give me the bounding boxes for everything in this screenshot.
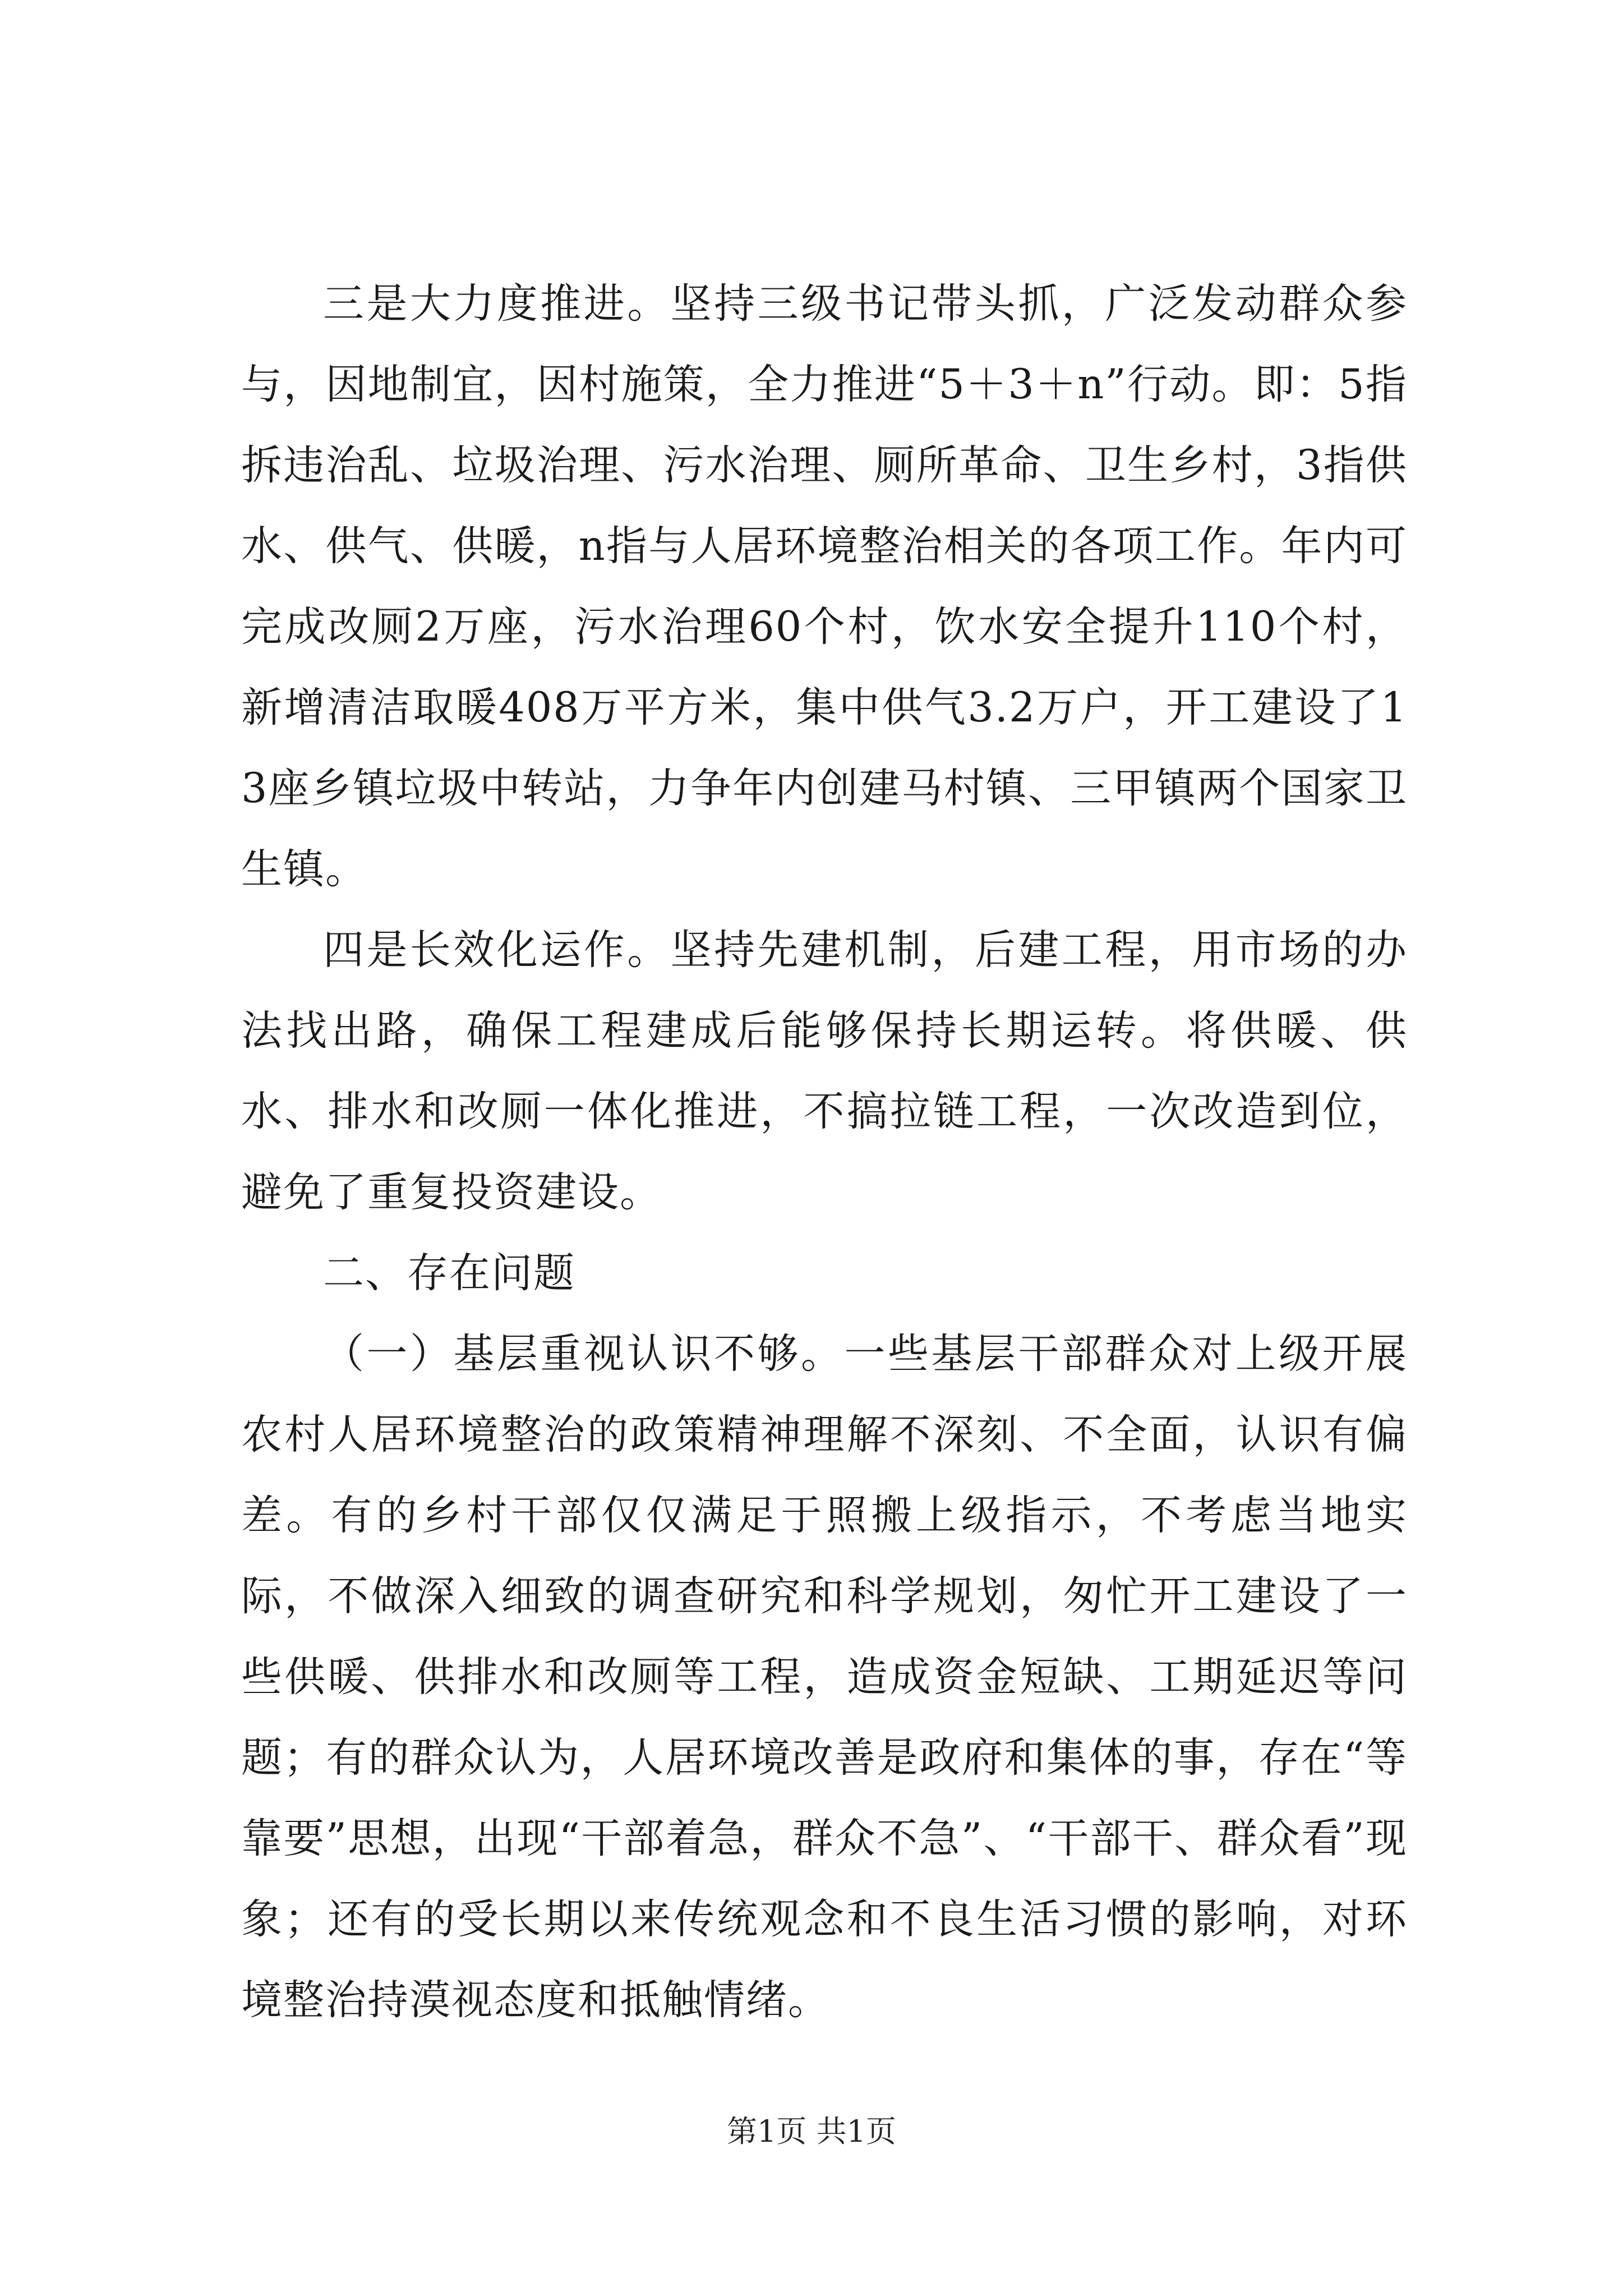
page-footer: 第1页 共1页 xyxy=(727,2114,896,2149)
paragraph-long-term-operation: 四是长效化运作。坚持先建机制，后建工程，用市场的办法找出路，确保工程建成后能够保持长期运转。将供暖、供水、排水和改厕一体化推进，不搞拉链工程，一次改造到位，避免了重复投资建设。 xyxy=(241,926,1408,1216)
section-heading-problems: 二、存在问题 xyxy=(323,1249,575,1297)
paragraph-insufficient-awareness: （一）基层重视认识不够。一些基层干部群众对上级开展农村人居环境整治的政策精神理解不深刻、不全面，认识有偏差。有的乡村干部仅仅满足于照搬上级指示，不考虑当地实际，不做深入细致的调查研究和科学规划，匆忙开工建设了一些供暖、供排水和改厕等工程，造成资金短缺、工期延迟等问题；有的群众认为，人居环境改善是政府和集体的事，存在“等靠要”思想，出现“干部着急，群众不急”、“干部干、群众看”现象；还有的受长期以来传统观念和不良生活习惯的影响，对环境整治持漠视态度和抵触情绪。 xyxy=(241,1330,1408,2024)
document-body xyxy=(241,264,1408,2041)
paragraph-promotion: 三是大力度推进。坚持三级书记带头抓，广泛发动群众参与，因地制宜，因村施策，全力推进“5＋3＋n”行动。即：5指拆违治乱、垃圾治理、污水治理、厕所革命、卫生乡村，3指供水、供气、供暖，n指与人居环境整治相关的各项工作。年内可完成改厕2万座，污水治理60个村，饮水安全提升110个村，新增清洁取暖408万平方米，集中供气3.2万户，开工建设了13座乡镇垃圾中转站，力争年内创建马村镇、三甲镇两个国家卫生镇。 xyxy=(241,280,1408,893)
